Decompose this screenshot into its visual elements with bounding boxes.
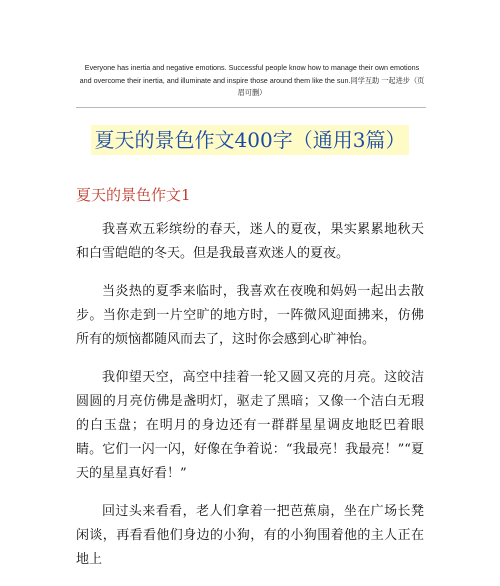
document-title: 夏天的景色作文400字（通用3篇） [91, 125, 410, 155]
page-header-text: Everyone has inertia and negative emotions. Successful people know how to manage their own emotions and overcome their inertia, and illuminate and inspire those around them like the sun.同学互助 一起进步（页眉可删） [79, 63, 425, 98]
paragraph-1: 我喜欢五彩缤纷的春天，迷人的夏夜，果实累累地秋天和白雪皑皑的冬天。但是我最喜欢迷人的夏夜。 [76, 222, 424, 261]
paragraph-2: 当炎热的夏季来临时，我喜欢在夜晚和妈妈一起出去散步。当你走到一片空旷的地方时，一阵微风迎面拂来，仿佛所有的烦恼都随风而去了，这时你会感到心旷神怡。 [76, 284, 424, 347]
title-container [0, 125, 500, 155]
header-divider [76, 107, 426, 108]
essay-body [76, 218, 424, 586]
paragraph-4: 回过头来看看，老人们拿着一把芭蕉扇，坐在广场长凳闲谈，再看看他们身边的小狗，有的小狗围着他的主人正在地上 [76, 504, 424, 567]
paragraph-3: 我仰望天空，高空中挂着一轮又圆又亮的月亮。这皎洁圆圆的月亮仿佛是盏明灯，驱走了黑暗；又像一个洁白无瑕的白玉盘；在明月的身边还有一群群星星调皮地眨巴着眼睛。它们一闪一闪，好像在争着说：“我最亮！我最亮！”“夏天的星星真好看！” [76, 370, 424, 481]
section-heading: 夏天的景色作文1 [76, 186, 191, 204]
